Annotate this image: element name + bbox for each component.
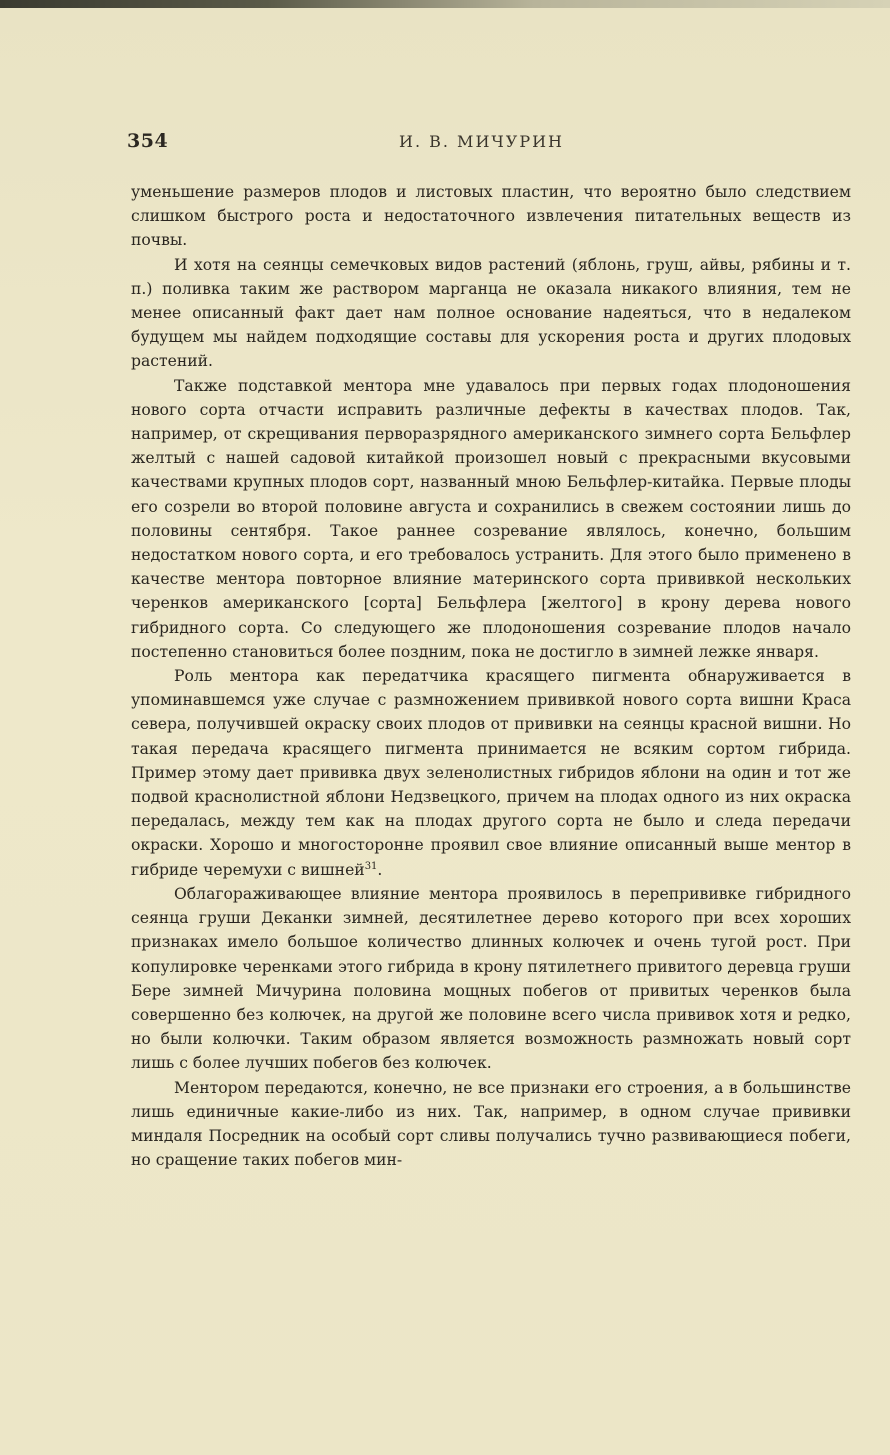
- body-text: [131, 180, 851, 1172]
- paragraph-5: Облагораживающее влияние ментора проявилось в перепрививке гибридного сеянца груши Деканки зимней, десятилетнее дерево которого при всех хороших признаках имело большое количество длинных колючек и очень тугой рост. При копулировке черенками этого гибрида в крону пятилетнего привитого деревца груши Бере зимней Мичурина половина мощных побегов от привитых черенков была совершенно без колючек, на другой же половине всего числа прививок хотя и редко, но были колючки. Таким образом является возможность размножать новый сорт лишь с более лучших побегов без колючек.: [131, 884, 851, 1073]
- scan-top-edge: [0, 0, 890, 8]
- paragraph-6: Ментором передаются, конечно, не все признаки его строения, а в большинстве лишь единичные какие-либо из них. Так, например, в одном случае прививки миндаля Посредник на особый сорт сливы получались тучно развивающиеся побеги, но сращение таких побегов мин-: [131, 1078, 851, 1170]
- running-title: И. В. МИЧУРИН: [399, 132, 564, 151]
- paragraph-4-end: .: [377, 860, 383, 879]
- paragraph-3: Также подставкой ментора мне удавалось при первых годах плодоношения нового сорта отчасти исправить различные дефекты в качествах плодов. Так, например, от скрещивания перворазрядного американского зимнего сорта Бельфлер желтый с нашей садовой китайкой произошел новый с прекрасными вкусовыми качествами крупных плодов сорт, названный мною Бельфлер-китайка. Первые плоды его созрели во второй половине августа и сохранились в свежем состоянии лишь до половины сентября. Такое раннее созревание являлось, конечно, большим недостатком нового сорта, и его требовалось устранить. Для этого было применено в качестве ментора повторное влияние материнского сорта прививкой нескольких черенков американского [сорта] Бельфлера [желтого] в крону дерева нового гибридного сорта. Со следующего же плодоношения созревание плодов начало постепенно становиться более поздним, пока не достигло в зимней лежке января.: [131, 376, 851, 661]
- page-number: 354: [127, 130, 169, 152]
- paragraph-4: [131, 664, 851, 882]
- paragraph-4-text: Роль ментора как передатчика красящего пигмента обнаруживается в упоминавшемся уже случае с размножением прививкой нового сорта вишни Краса севера, получившей окраску своих плодов от прививки на сеянцы красной вишни. Но такая передача красящего пигмента принимается не всяким сортом гибрида. Пример этому дает прививка двух зеленолистных гибридов яблони на один и тот же подвой краснолистной яблони Недзвецкого, причем на плодах одного из них окраска передалась, между тем как на плодах другого сорта не было и следа передачи окраски. Хорошо и многосторонне проявил свое влияние описанный выше ментор в гибриде черемухи с вишней: [131, 667, 851, 879]
- page-header: [127, 130, 850, 156]
- paragraph-1: уменьшение размеров плодов и листовых пластин, что вероятно было следствием слишком быстрого роста и недостаточного извлечения питательных веществ из почвы.: [131, 183, 851, 250]
- footnote-reference: 31: [364, 860, 378, 872]
- paragraph-2: И хотя на сеянцы семечковых видов растений (яблонь, груш, айвы, рябины и т. п.) поливка таким же раствором марганца не оказала никакого влияния, тем не менее описанный факт дает нам полное основание надеяться, что в недалеком будущем мы найдем подходящие составы для ускорения роста и других плодовых растений.: [131, 255, 851, 371]
